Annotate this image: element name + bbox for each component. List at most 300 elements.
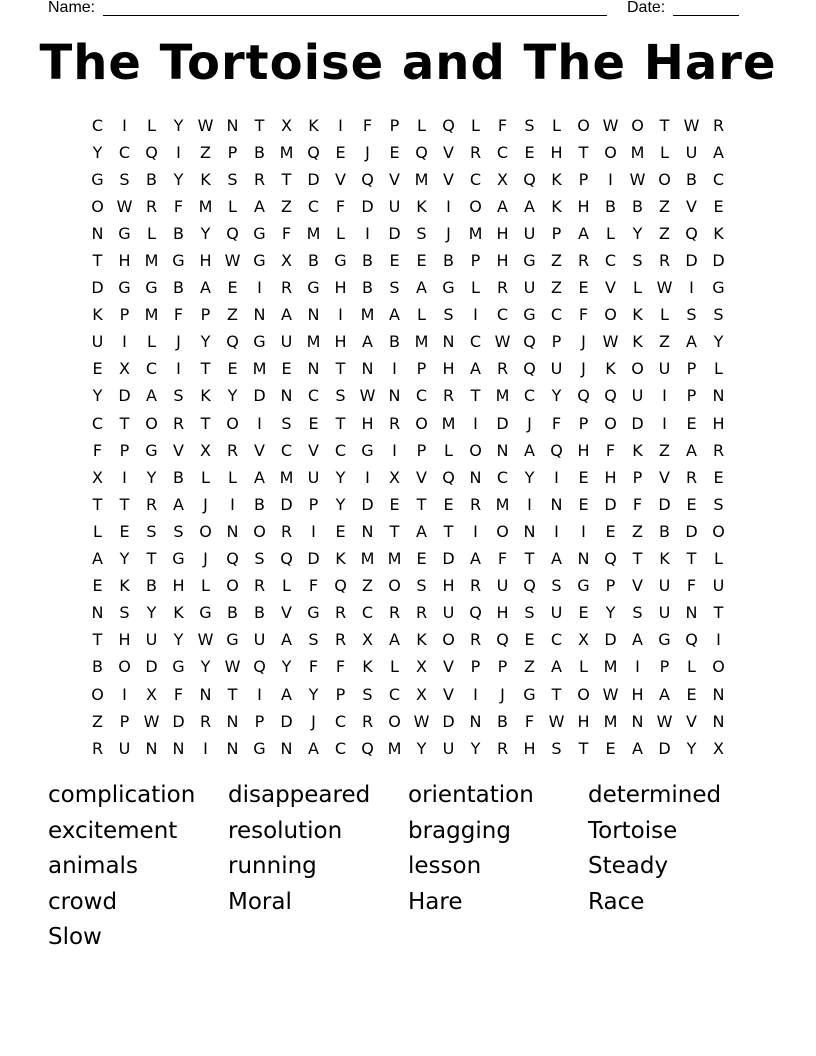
grid-row (84, 708, 732, 735)
grid-letter: P (416, 359, 427, 379)
grid-letter: G (307, 278, 320, 298)
grid-letter: O (388, 711, 401, 731)
word-bank-item: excitement (48, 817, 178, 844)
grid-letter: P (659, 657, 670, 677)
grid-letter: O (226, 413, 239, 433)
grid-letter: M (279, 467, 294, 487)
grid-letter: E (227, 359, 238, 379)
grid-letter: A (308, 738, 319, 758)
grid-letter: A (524, 196, 535, 216)
grid-letter: I (311, 521, 316, 541)
grid-letter: I (392, 359, 397, 379)
grid-letter: Q (253, 657, 266, 677)
grid-letter: E (605, 738, 616, 758)
grid-letter: L (93, 521, 102, 541)
grid-letter: I (554, 467, 559, 487)
grid-letter: I (473, 684, 478, 704)
grid-letter: D (631, 413, 644, 433)
grid-letter: D (712, 251, 725, 271)
grid-letter: U (658, 359, 671, 379)
grid-letter: T (146, 549, 157, 569)
grid-letter: Q (685, 630, 698, 650)
grid-letter: S (173, 521, 184, 541)
grid-letter: A (389, 305, 400, 325)
grid-letter: O (226, 576, 239, 596)
grid-letter: R (658, 251, 671, 271)
grid-letter: E (308, 413, 319, 433)
grid-letter: P (416, 440, 427, 460)
grid-letter: A (281, 305, 292, 325)
grid-letter: B (362, 278, 373, 298)
word-bank-item: determined (588, 782, 722, 808)
grid-letter: K (551, 196, 562, 216)
grid-letter: L (201, 576, 210, 596)
grid-letter: B (497, 711, 508, 731)
grid-letter: B (227, 603, 238, 623)
grid-letter: B (173, 467, 184, 487)
grid-letter: N (712, 386, 725, 406)
grid-letter: I (338, 305, 343, 325)
grid-letter: I (257, 684, 262, 704)
grid-row (84, 383, 732, 410)
word-bank-item: resolution (228, 817, 343, 844)
grid-letter: Q (550, 440, 563, 460)
grid-letter: Z (551, 278, 562, 298)
grid-letter: H (577, 711, 590, 731)
grid-letter: Z (659, 440, 670, 460)
grid-letter: U (658, 603, 671, 623)
grid-letter: S (551, 576, 562, 596)
grid-letter: T (254, 115, 265, 135)
grid-letter: S (146, 521, 157, 541)
grid-letter: A (551, 549, 562, 569)
grid-letter: M (360, 549, 375, 569)
grid-letter: H (442, 576, 455, 596)
grid-row (84, 193, 732, 220)
grid-letter: U (550, 603, 563, 623)
word-bank-item: complication (48, 782, 196, 808)
grid-letter: X (578, 630, 589, 650)
grid-letter: V (389, 169, 400, 189)
grid-letter: K (416, 196, 427, 216)
grid-letter: L (147, 115, 156, 135)
grid-letter: Y (146, 467, 157, 487)
grid-letter: Q (523, 332, 536, 352)
grid-letter: U (523, 278, 536, 298)
grid-letter: P (551, 223, 562, 243)
word-bank-item: lesson (408, 853, 482, 879)
grid-row (84, 112, 732, 139)
grid-letter: R (496, 359, 509, 379)
grid-letter: Q (604, 549, 617, 569)
grid-letter: O (496, 521, 509, 541)
grid-letter: U (550, 359, 563, 379)
grid-letter: G (199, 603, 212, 623)
grid-letter: W (494, 332, 511, 352)
grid-letter: L (687, 657, 696, 677)
grid-letter: N (280, 738, 293, 758)
grid-letter: H (199, 251, 212, 271)
grid-letter: Q (145, 142, 158, 162)
grid-letter: Q (442, 467, 455, 487)
grid-letter: L (444, 440, 453, 460)
grid-letter: D (685, 521, 698, 541)
grid-letter: T (578, 142, 589, 162)
grid-letter: H (712, 413, 725, 433)
grid-letter: Y (416, 738, 427, 758)
grid-letter: X (92, 467, 103, 487)
grid-letter: V (443, 142, 454, 162)
grid-letter: N (226, 521, 239, 541)
grid-letter: N (469, 711, 482, 731)
grid-letter: Z (92, 711, 103, 731)
grid-letter: C (496, 305, 509, 325)
grid-letter: C (361, 603, 374, 623)
grid-letter: U (145, 630, 158, 650)
grid-letter: I (365, 467, 370, 487)
grid-letter: H (496, 603, 509, 623)
grid-letter: R (91, 738, 104, 758)
grid-letter: R (388, 413, 401, 433)
grid-letter: C (523, 386, 536, 406)
grid-letter: Q (361, 738, 374, 758)
grid-letter: B (92, 657, 103, 677)
grid-row (84, 654, 732, 681)
grid-letter: H (631, 684, 644, 704)
grid-letter: C (307, 196, 320, 216)
grid-letter: C (550, 305, 563, 325)
grid-letter: X (497, 169, 508, 189)
grid-letter: T (119, 413, 130, 433)
grid-letter: N (307, 359, 320, 379)
grid-letter: Y (200, 332, 211, 352)
grid-letter: L (471, 115, 480, 135)
grid-row (84, 546, 732, 573)
grid-letter: S (632, 251, 643, 271)
grid-letter: I (473, 521, 478, 541)
grid-letter: T (524, 549, 535, 569)
grid-letter: E (578, 278, 589, 298)
grid-letter: R (415, 603, 428, 623)
grid-letter: Y (200, 223, 211, 243)
grid-letter: O (253, 521, 266, 541)
grid-letter: Y (335, 467, 346, 487)
grid-letter: C (334, 711, 347, 731)
grid-letter: A (281, 684, 292, 704)
grid-letter: F (686, 576, 697, 596)
grid-letter: S (254, 549, 265, 569)
grid-letter: Q (523, 169, 536, 189)
grid-letter: X (281, 251, 292, 271)
grid-letter: N (226, 115, 239, 135)
grid-letter: P (470, 251, 481, 271)
grid-letter: R (685, 467, 698, 487)
word-bank-item: Slow (48, 924, 102, 950)
grid-letter: R (334, 603, 347, 623)
grid-letter: N (226, 738, 239, 758)
word-bank-item: Tortoise (588, 817, 678, 844)
grid-letter: J (203, 549, 208, 569)
grid-letter: U (91, 332, 104, 352)
grid-letter: U (523, 223, 536, 243)
grid-letter: I (473, 413, 478, 433)
grid-letter: S (362, 684, 373, 704)
grid-letter: A (632, 738, 643, 758)
grid-row (84, 247, 732, 274)
grid-letter: E (578, 467, 589, 487)
grid-letter: G (307, 603, 320, 623)
grid-letter: H (361, 413, 374, 433)
grid-letter: E (686, 413, 697, 433)
grid-letter: L (417, 305, 426, 325)
grid-letter: D (280, 494, 293, 514)
header (0, 0, 816, 20)
grid-letter: W (359, 386, 376, 406)
grid-letter: W (629, 169, 646, 189)
grid-letter: P (200, 305, 211, 325)
grid-letter: K (362, 657, 373, 677)
grid-letter: N (199, 684, 212, 704)
grid-letter: L (147, 332, 156, 352)
grid-letter: G (442, 278, 455, 298)
grid-letter: I (257, 413, 262, 433)
grid-letter: E (605, 521, 616, 541)
grid-row (84, 220, 732, 247)
word-bank-item: animals (48, 853, 138, 879)
grid-letter: D (118, 386, 131, 406)
grid-letter: F (173, 196, 184, 216)
grid-letter: P (335, 684, 346, 704)
grid-letter: R (226, 440, 239, 460)
grid-letter: M (144, 251, 159, 271)
grid-letter: S (173, 386, 184, 406)
grid-letter: A (254, 467, 265, 487)
grid-letter: U (307, 467, 320, 487)
grid-letter: J (176, 332, 181, 352)
grid-letter: U (631, 386, 644, 406)
grid-letter: U (496, 576, 509, 596)
grid-letter: M (306, 332, 321, 352)
grid-letter: O (118, 657, 131, 677)
grid-letter: M (144, 305, 159, 325)
grid-letter: P (254, 711, 265, 731)
grid-letter: K (119, 576, 130, 596)
grid-letter: N (712, 684, 725, 704)
grid-letter: E (389, 494, 400, 514)
grid-letter: S (335, 386, 346, 406)
grid-letter: T (551, 684, 562, 704)
grid-letter: U (712, 576, 725, 596)
grid-letter: R (496, 738, 509, 758)
grid-letter: G (172, 251, 185, 271)
grid-letter: G (118, 278, 131, 298)
grid-letter: U (118, 738, 131, 758)
grid-letter: R (388, 603, 401, 623)
grid-letter: T (92, 494, 103, 514)
grid-letter: R (199, 711, 212, 731)
grid-letter: V (308, 440, 319, 460)
grid-letter: T (416, 494, 427, 514)
grid-letter: G (91, 169, 104, 189)
grid-letter: Q (442, 115, 455, 135)
grid-letter: L (633, 278, 642, 298)
grid-letter: B (254, 603, 265, 623)
grid-row (84, 139, 732, 166)
grid-letter: F (551, 413, 562, 433)
grid-letter: N (712, 711, 725, 731)
grid-letter: Q (226, 332, 239, 352)
grid-letter: Y (173, 169, 184, 189)
grid-letter: P (227, 142, 238, 162)
grid-letter: A (254, 196, 265, 216)
grid-letter: I (122, 684, 127, 704)
grid-letter: I (230, 494, 235, 514)
grid-letter: S (416, 223, 427, 243)
grid-letter: R (577, 251, 590, 271)
grid-letter: R (442, 386, 455, 406)
grid-letter: K (632, 440, 643, 460)
grid-letter: R (469, 494, 482, 514)
grid-letter: Q (226, 223, 239, 243)
grid-letter: S (308, 630, 319, 650)
grid-letter: U (442, 603, 455, 623)
grid-letter: T (200, 413, 211, 433)
grid-letter: M (441, 413, 456, 433)
grid-letter: I (176, 359, 181, 379)
grid-letter: E (416, 549, 427, 569)
grid-letter: R (469, 576, 482, 596)
grid-letter: N (442, 332, 455, 352)
grid-letter: P (578, 413, 589, 433)
grid-letter: N (91, 223, 104, 243)
grid-letter: F (497, 115, 508, 135)
grid-letter: P (119, 440, 130, 460)
grid-letter: R (145, 494, 158, 514)
date-blank-line (673, 15, 739, 16)
grid-letter: D (604, 494, 617, 514)
grid-letter: C (496, 142, 509, 162)
grid-letter: D (91, 278, 104, 298)
grid-letter: O (604, 142, 617, 162)
grid-row (84, 627, 732, 654)
grid-letter: F (578, 305, 589, 325)
grid-row (84, 356, 732, 383)
grid-letter: G (712, 278, 725, 298)
grid-letter: O (91, 684, 104, 704)
grid-letter: G (577, 576, 590, 596)
grid-letter: Q (307, 142, 320, 162)
grid-letter: L (228, 196, 237, 216)
grid-letter: W (224, 657, 241, 677)
grid-letter: B (362, 251, 373, 271)
grid-letter: Y (173, 630, 184, 650)
grid-letter: P (605, 576, 616, 596)
grid-letter: H (604, 467, 617, 487)
grid-letter: J (527, 413, 532, 433)
grid-letter: Y (605, 603, 616, 623)
grid-letter: K (416, 630, 427, 650)
grid-letter: Y (551, 386, 562, 406)
grid-letter: S (686, 305, 697, 325)
grid-letter: C (145, 359, 158, 379)
grid-letter: P (389, 115, 400, 135)
grid-letter: V (281, 603, 292, 623)
grid-letter: Y (335, 494, 346, 514)
grid-letter: G (253, 251, 266, 271)
grid-letter: B (146, 576, 157, 596)
grid-letter: P (686, 359, 697, 379)
grid-letter: F (605, 440, 616, 460)
grid-row (84, 681, 732, 708)
grid-letter: K (605, 359, 616, 379)
grid-letter: R (253, 576, 266, 596)
grid-letter: M (495, 494, 510, 514)
grid-letter: R (361, 711, 374, 731)
grid-letter: S (119, 169, 130, 189)
grid-letter: Z (551, 251, 562, 271)
grid-letter: N (685, 603, 698, 623)
grid-letter: K (92, 305, 103, 325)
grid-letter: E (227, 278, 238, 298)
grid-letter: S (713, 494, 724, 514)
grid-row (84, 518, 732, 545)
grid-letter: J (500, 684, 505, 704)
grid-letter: U (253, 630, 266, 650)
grid-letter: R (253, 169, 266, 189)
grid-letter: Q (604, 386, 617, 406)
grid-letter: Z (362, 576, 373, 596)
grid-letter: G (523, 251, 536, 271)
grid-letter: W (602, 684, 619, 704)
grid-letter: T (443, 521, 454, 541)
grid-row (84, 437, 732, 464)
grid-letter: T (389, 521, 400, 541)
grid-letter: M (603, 711, 618, 731)
grid-letter: V (416, 467, 427, 487)
grid-letter: G (523, 684, 536, 704)
grid-letter: S (227, 169, 238, 189)
grid-letter: I (122, 467, 127, 487)
grid-letter: G (523, 305, 536, 325)
grid-letter: S (524, 603, 535, 623)
grid-letter: M (198, 196, 213, 216)
grid-letter: Y (524, 467, 535, 487)
grid-letter: M (360, 305, 375, 325)
grid-letter: C (334, 738, 347, 758)
grid-letter: Y (92, 386, 103, 406)
grid-letter: B (389, 332, 400, 352)
grid-letter: A (686, 440, 697, 460)
grid-letter: R (172, 413, 185, 433)
grid-letter: L (660, 305, 669, 325)
grid-letter: Q (226, 549, 239, 569)
grid-letter: I (662, 386, 667, 406)
grid-letter: E (389, 251, 400, 271)
grid-letter: K (200, 169, 211, 189)
grid-letter: I (446, 196, 451, 216)
grid-letter: S (281, 413, 292, 433)
grid-letter: A (362, 332, 373, 352)
grid-letter: T (227, 684, 238, 704)
grid-letter: Z (659, 196, 670, 216)
grid-letter: T (281, 169, 292, 189)
grid-letter: E (578, 494, 589, 514)
grid-letter: B (632, 196, 643, 216)
grid-letter: W (143, 711, 160, 731)
grid-letter: G (253, 332, 266, 352)
grid-letter: A (416, 521, 427, 541)
grid-letter: W (683, 115, 700, 135)
